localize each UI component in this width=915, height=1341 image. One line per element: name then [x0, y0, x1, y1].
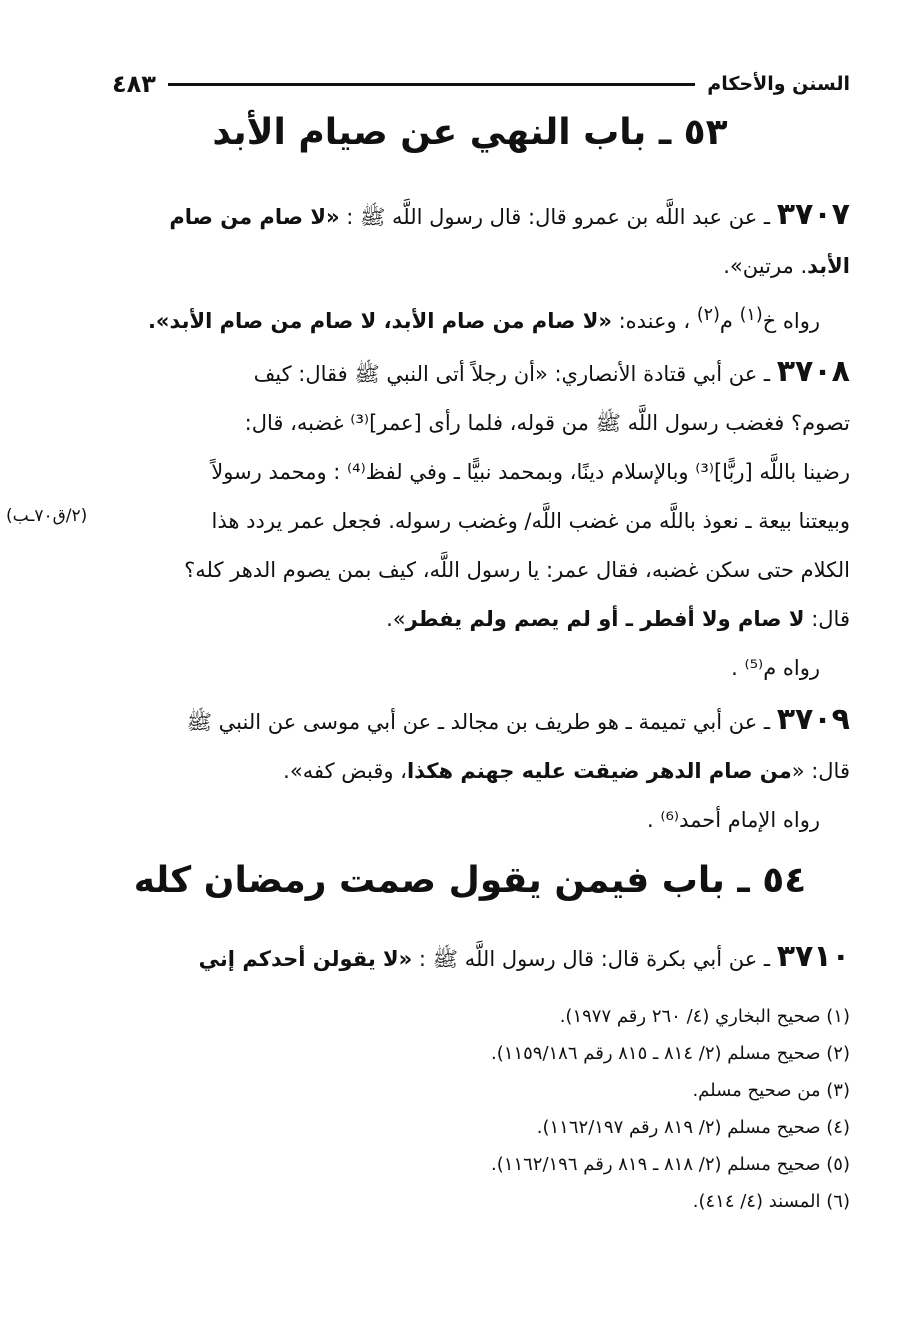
hadith-text: ـ عن أبي تميمة ـ هو طريف بن مجالد ـ عن أبي موسى عن النبي ﷺ	[186, 710, 777, 734]
footnote-5: (٥) صحيح مسلم (٢/ ٨١٨ ـ ٨١٩ رقم ١١٦٢/١٩٦).	[491, 1154, 850, 1175]
hadith-text: . مرتين».	[723, 254, 808, 278]
hadith-3709	[112, 695, 850, 845]
hadith-3707	[112, 190, 850, 346]
footnote-4: (٤) صحيح مسلم (٢/ ٨١٩ رقم ١١٦٢/١٩٧).	[536, 1117, 850, 1138]
page-number: ٤٨٣	[112, 70, 156, 98]
footnotes	[300, 998, 850, 1220]
hadith-3708-line-4: وبيعتنا بيعة ـ نعوذ باللَّه من غضب اللَّه/ وغضب رسوله. فجعل عمر يردد هذا	[211, 509, 850, 533]
hadith-number: ٣٧٠٧	[776, 197, 850, 232]
hadith-3707-line-2	[112, 242, 850, 291]
hadith-text: ـ عن عبد اللَّه بن عمرو قال: قال رسول اللَّه ﷺ :	[339, 205, 777, 229]
page-header	[112, 62, 850, 106]
hadith-3708-line-6	[112, 595, 850, 644]
hadith-text: قال:	[804, 607, 850, 631]
hadith-quote: «لا صام من صام	[169, 205, 340, 229]
footnote-ref: (٢)	[696, 305, 720, 325]
hadith-text: ـ عن أبي قتادة الأنصاري: «أن رجلاً أتى النبي ﷺ فقال: كيف	[253, 362, 777, 386]
margin-manuscript-note: (٢/ق٧٠ـب)	[6, 506, 88, 526]
narration-quote: «لا صام من صام الأبد، لا صام من صام الأبد».	[147, 309, 612, 333]
hadith-3709-line-1	[112, 695, 850, 747]
hadith-number: ٣٧٠٩	[776, 702, 850, 737]
hadith-number: ٣٧١٠	[776, 939, 850, 974]
hadith-3708-line-3: رضينا باللَّه [ربًّا]⁽³⁾ وبالإسلام دينًا، وبمحمد نبيًّا ـ وفي لفظ⁽⁴⁾ : ومحمد رسولاً	[211, 460, 850, 484]
hadith-3708-line-2: تصوم؟ فغضب رسول اللَّه ﷺ من قوله، فلما رأى [عمر]⁽³⁾ غضبه، قال:	[244, 411, 850, 435]
hadith-3708-narration: رواه م⁽⁵⁾ .	[731, 656, 820, 680]
narration-text: ، وعنده:	[611, 309, 697, 333]
chapter-53-title: ٥٣ ـ باب النهي عن صيام الأبد	[212, 112, 728, 153]
running-title: السنن والأحكام	[707, 73, 850, 95]
hadith-quote: الأبد	[807, 254, 850, 278]
hadith-text: ـ عن أبي بكرة قال: قال رسول اللَّه ﷺ :	[412, 947, 777, 971]
hadith-quote: «لا يقولن أحدكم إني	[198, 947, 413, 971]
hadith-text: قال: «	[791, 759, 850, 783]
narration-text: رواه خ	[762, 309, 820, 333]
chapter-54-title: ٥٤ ـ باب فيمن يقول صمت رمضان كله	[133, 860, 807, 901]
header-rule	[168, 83, 695, 86]
hadith-number: ٣٧٠٨	[776, 354, 850, 389]
hadith-3710	[112, 932, 850, 984]
footnote-ref: (١)	[739, 305, 763, 325]
hadith-3708-line-5: الكلام حتى سكن غضبه، فقال عمر: يا رسول اللَّه، كيف بمن يصوم الدهر كله؟	[184, 558, 850, 582]
hadith-3708-line-1	[112, 347, 850, 399]
hadith-3710-line-1	[112, 932, 850, 984]
hadith-quote: لا صام ولا أفطر ـ أو لم يصم ولم يفطر	[405, 607, 805, 631]
hadith-3709-line-2	[112, 747, 850, 796]
footnote-2: (٢) صحيح مسلم (٢/ ٨١٤ ـ ٨١٥ رقم ١١٥٩/١٨٦).	[491, 1043, 850, 1064]
hadith-3707-narration	[112, 291, 850, 346]
hadith-3707-line-1	[112, 190, 850, 242]
hadith-3708	[112, 347, 850, 693]
hadith-quote: من صام الدهر ضيقت عليه جهنم هكذا	[406, 759, 792, 783]
footnote-6: (٦) المسند (٤/ ٤١٤).	[692, 1191, 850, 1212]
narration-text: م	[719, 309, 740, 333]
hadith-text: ، وقبض كفه».	[283, 759, 407, 783]
hadith-text: ».	[386, 607, 406, 631]
footnote-1: (١) صحيح البخاري (٤/ ٢٦٠ رقم ١٩٧٧).	[559, 1006, 850, 1027]
footnote-3: (٣) من صحيح مسلم.	[692, 1080, 850, 1101]
hadith-3709-narration: رواه الإمام أحمد⁽⁶⁾ .	[646, 808, 820, 832]
